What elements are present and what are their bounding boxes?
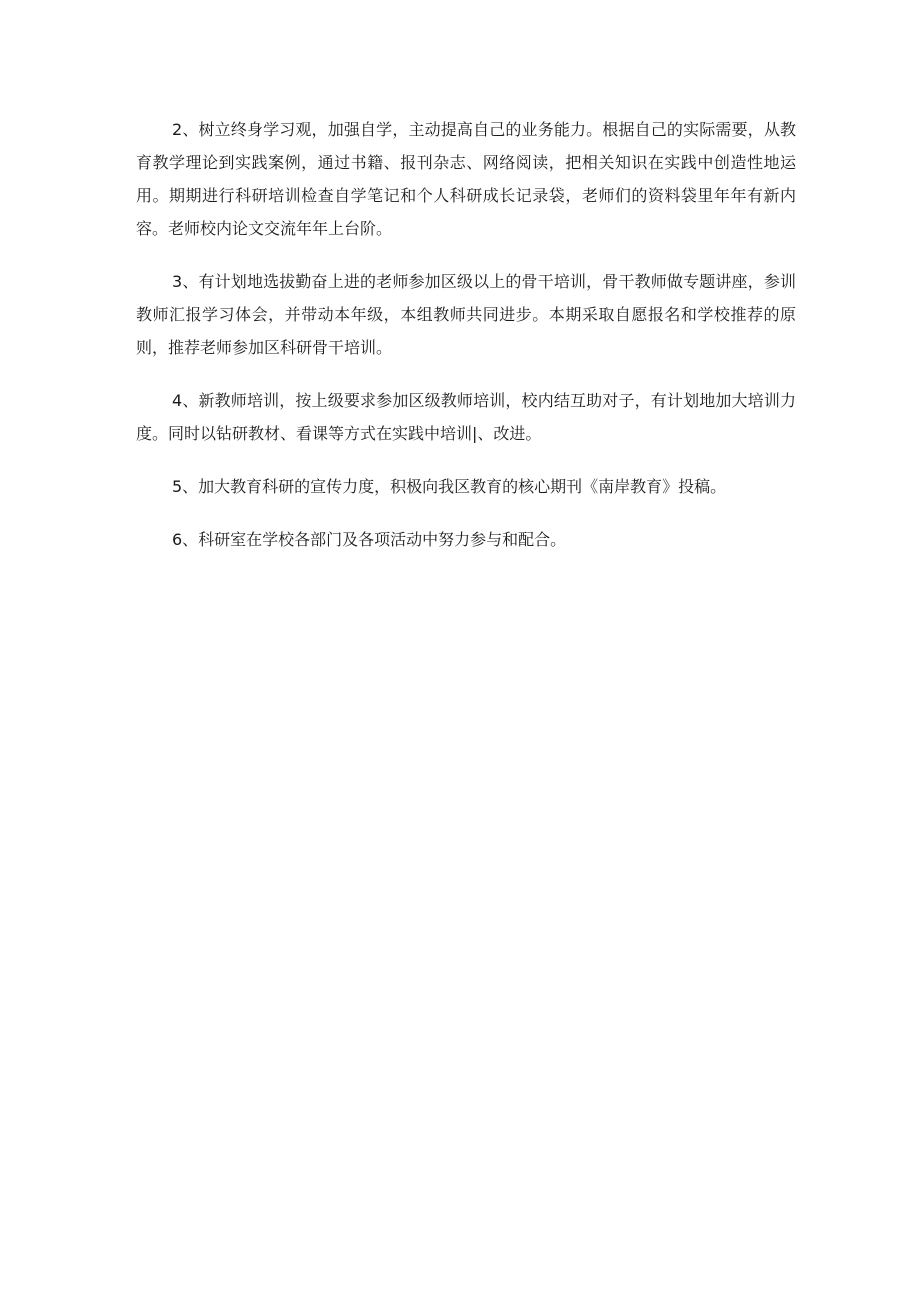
paragraph-item-5: 5、加大教育科研的宣传力度，积极向我区教育的核心期刊《南岸教育》投稿。 [172, 477, 727, 496]
paragraph-item-4: 4、新教师培训，按上级要求参加区级教师培训，校内结互助对子，有计划地加大培训力度。同时以钻研教材、看课等方式在实践中培训|、改进。 [136, 391, 796, 443]
paragraph-item-2: 2、树立终身学习观，加强自学，主动提高自己的业务能力。根据自己的实际需要，从教育教学理论到实践案例，通过书籍、报刊杂志、网络阅读，把相关知识在实践中创造性地运用。期期进行科研培训检查自学笔记和个人科研成长记录袋，老师们的资料袋里年年有新内容。老师校内论文交流年年上台阶。 [136, 120, 796, 238]
paragraph-item-6: 6、科研室在学校各部门及各项活动中努力参与和配合。 [172, 530, 567, 549]
paragraph-item-3: 3、有计划地选拔勤奋上进的老师参加区级以上的骨干培训，骨干教师做专题讲座，参训教师汇报学习体会，并带动本年级，本组教师共同进步。本期采取自愿报名和学校推荐的原则，推荐老师参加区科研骨干培训。 [136, 272, 796, 357]
document-body [136, 113, 796, 576]
